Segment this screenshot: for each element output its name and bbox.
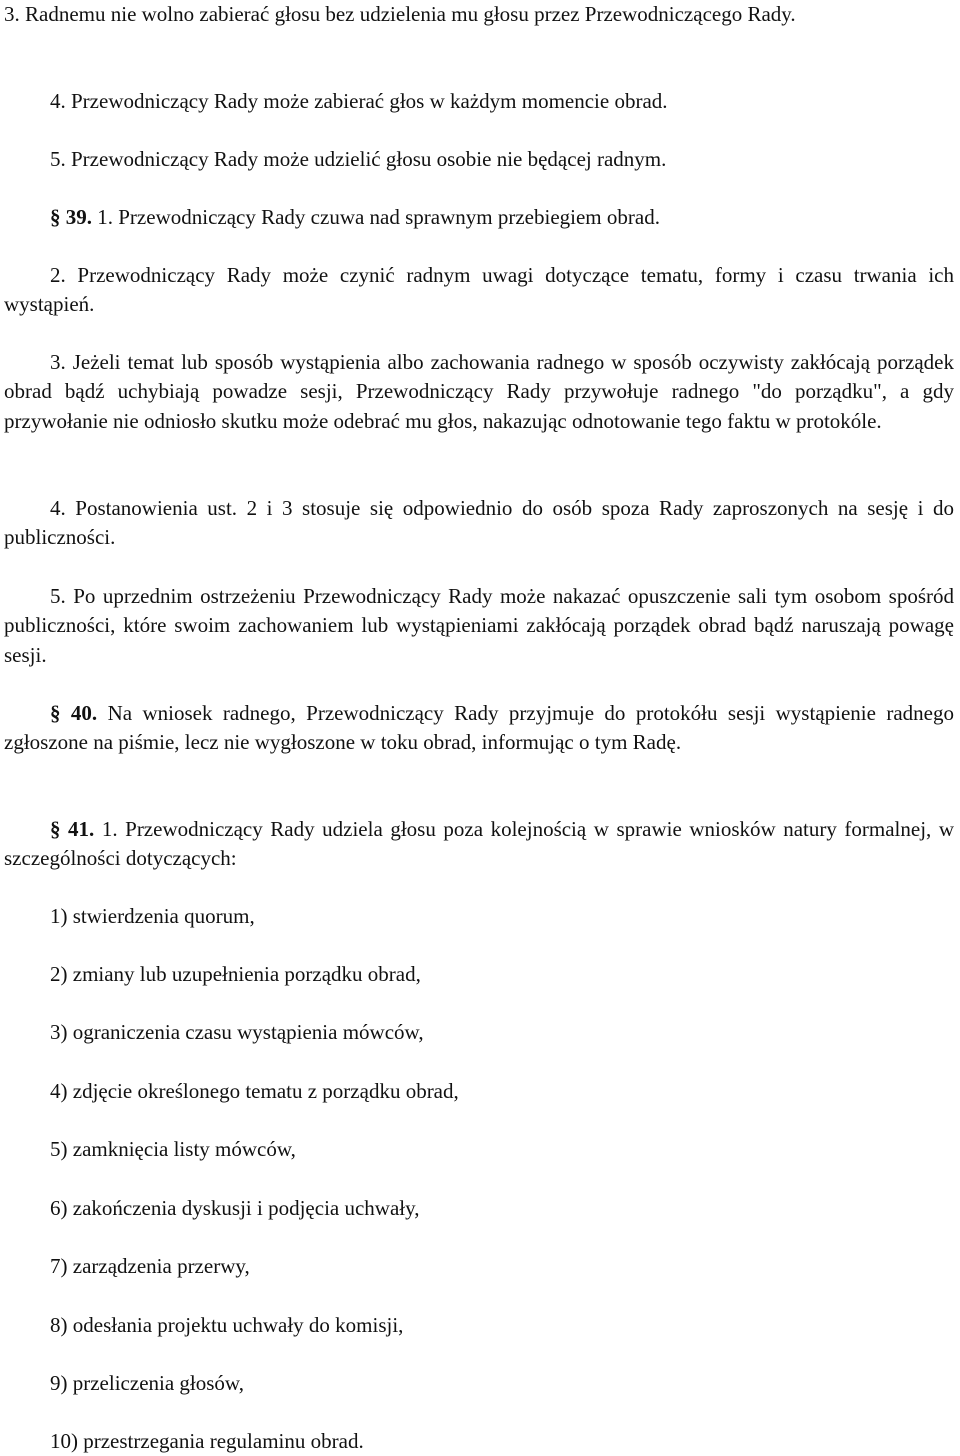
section-40-paragraph [4,699,954,758]
list-item: 5) zamknięcia listy mówców, [50,1137,296,1161]
section-mark-39: § 39. [50,205,92,229]
paragraph-38-3: 3. Radnemu nie wolno zabierać głosu bez udzielenia mu głosu przez Przewodniczącego Rady. [4,2,796,26]
paragraph-38-5: 5. Przewodniczący Rady może udzielić głosu osobie nie będącej radnym. [50,147,667,171]
section-39-paragraph-1 [50,203,954,232]
list-item: 1) stwierdzenia quorum, [50,904,255,928]
list-item: 2) zmiany lub uzupełnienia porządku obrad, [50,962,421,986]
section-40-text: Na wniosek radnego, Przewodniczący Rady przyjmuje do protokółu sesji wystąpienie radnego zgłoszone na piśmie, lecz nie wygłoszone w toku obrad, informując o tym Radę. [4,701,954,755]
section-mark-40: § 40. [50,701,98,725]
paragraph-39-4: 4. Postanowienia ust. 2 i 3 stosuje się odpowiednio do osób spoza Rady zaproszonych na sesję i do publiczności. [4,496,954,550]
section-mark-41: § 41. [50,817,95,841]
list-item: 6) zakończenia dyskusji i podjęcia uchwały, [50,1196,420,1220]
section-41-paragraph [4,815,954,874]
list-item: 7) zarządzenia przerwy, [50,1254,250,1278]
section-41-text: 1. Przewodniczący Rady udziela głosu poza kolejnością w sprawie wniosków natury formalnej, w szczególności dotyczących: [4,817,954,871]
paragraph-39-2: 2. Przewodniczący Rady może czynić radnym uwagi dotyczące tematu, formy i czasu trwania ich wystąpień. [4,263,954,317]
list-item: 9) przeliczenia głosów, [50,1371,244,1395]
paragraph-39-5: 5. Po uprzednim ostrzeżeniu Przewodniczący Rady może nakazać opuszczenie sali tym osobom spośród publiczności, które swoim zachowaniem lub wystąpieniami zakłócają porządek obrad bądź naruszają powagę sesji. [4,584,954,667]
list-item: 3) ograniczenia czasu wystąpienia mówców, [50,1020,424,1044]
list-item: 10) przestrzegania regulaminu obrad. [50,1429,364,1453]
list-item: 8) odesłania projektu uchwały do komisji, [50,1313,404,1337]
section-39-1-text: 1. Przewodniczący Rady czuwa nad sprawnym przebiegiem obrad. [97,205,660,229]
paragraph-38-4: 4. Przewodniczący Rady może zabierać głos w każdym momencie obrad. [50,89,668,113]
list-item: 4) zdjęcie określonego tematu z porządku obrad, [50,1079,459,1103]
paragraph-39-3: 3. Jeżeli temat lub sposób wystąpienia albo zachowania radnego w sposób oczywisty zakłócają porządek obrad bądź uchybiają powadze sesji, Przewodniczący Rady przywołuje radnego "do porządku", a gdy przywołanie nie odniosło skutku może odebrać mu głos, nakazując odnotowanie tego faktu w protokóle. [4,350,954,433]
